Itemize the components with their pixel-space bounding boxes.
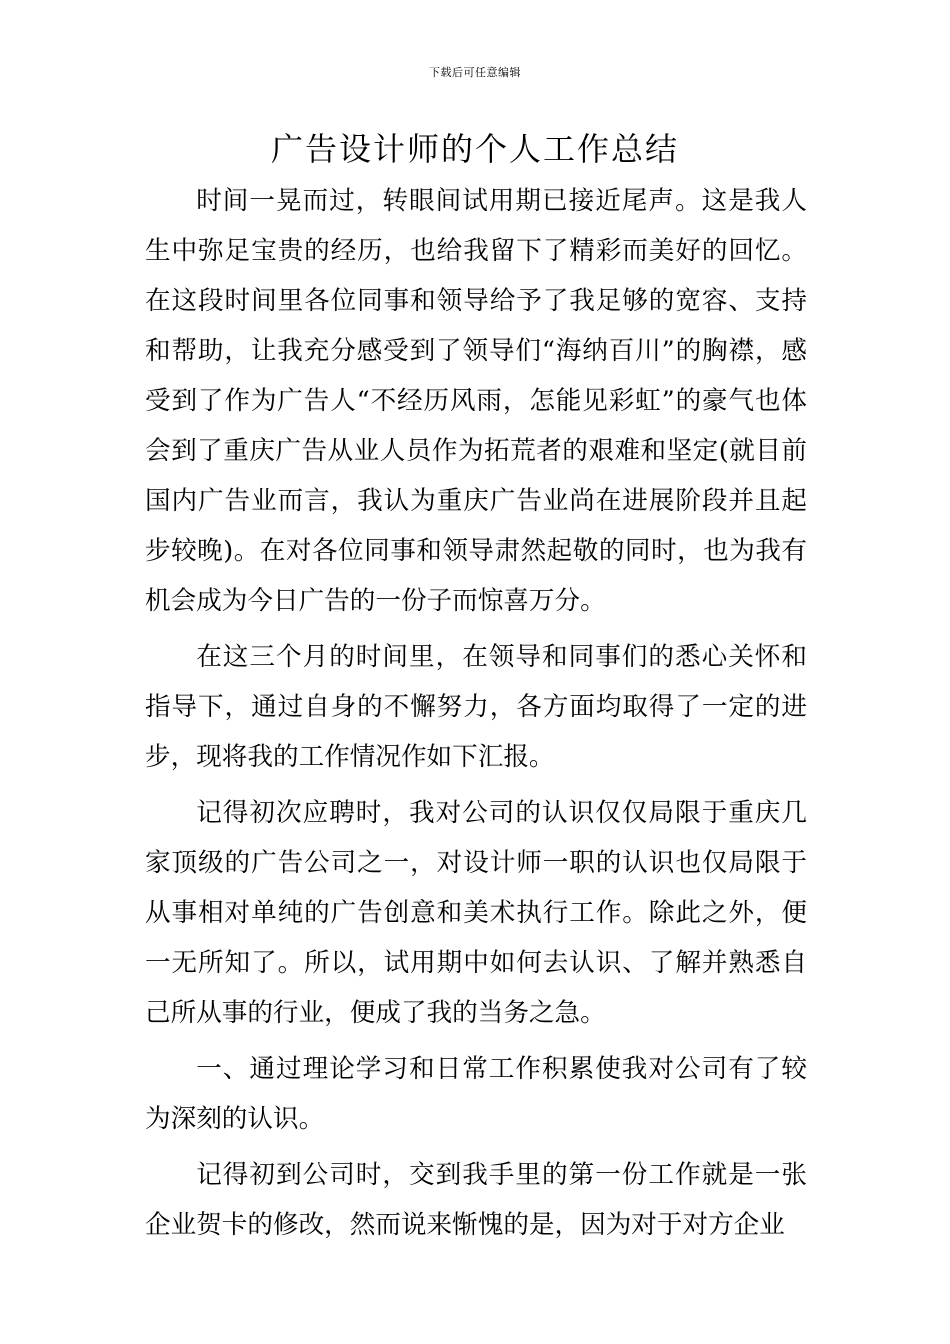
document-body — [145, 176, 807, 1256]
paragraph-4: 一、通过理论学习和日常工作积累使我对公司有了较为深刻的认识。 — [145, 1054, 807, 1134]
paragraph-2: 在这三个月的时间里，在领导和同事们的悉心关怀和指导下，通过自身的不懈努力，各方面均取得了一定的进步，现将我的工作情况作如下汇报。 — [145, 642, 807, 772]
header-note: 下载后可任意编辑 — [429, 66, 521, 79]
paragraph-3: 记得初次应聘时，我对公司的认识仅仅局限于重庆几家顶级的广告公司之一，对设计师一职的认识也仅局限于从事相对单纯的广告创意和美术执行工作。除此之外，便一无所知了。所以，试用期中如何去认识、了解并熟悉自己所从事的行业，便成了我的当务之急。 — [145, 798, 807, 1028]
paragraph-1: 时间一晃而过，转眼间试用期已接近尾声。这是我人生中弥足宝贵的经历，也给我留下了精彩而美好的回忆。在这段时间里各位同事和领导给予了我足够的宽容、支持和帮助，让我充分感受到了领导们“海纳百川”的胸襟，感受到了作为广告人“不经历风雨，怎能见彩虹”的豪气也体会到了重庆广告从业人员作为拓荒者的艰难和坚定(就目前国内广告业而言，我认为重庆广告业尚在进展阶段并且起步较晚)。在对各位同事和领导肃然起敬的同时，也为我有机会成为今日广告的一份子而惊喜万分。 — [145, 186, 807, 616]
document-title: 广告设计师的个人工作总结 — [270, 130, 679, 168]
paragraph-5: 记得初到公司时，交到我手里的第一份工作就是一张企业贺卡的修改，然而说来惭愧的是，因为对于对方企业 — [145, 1160, 807, 1240]
